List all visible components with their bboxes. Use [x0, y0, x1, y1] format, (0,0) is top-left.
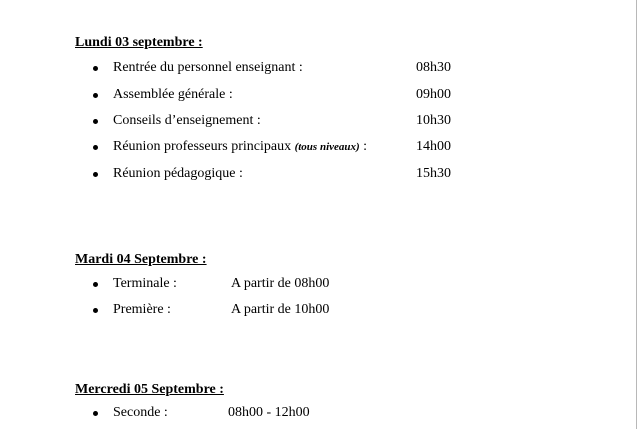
bullet-icon	[93, 172, 98, 177]
item-label: Seconde :	[113, 405, 168, 420]
item-label: Conseils d’enseignement :	[113, 113, 261, 128]
item-label: Assemblée générale :	[113, 87, 233, 102]
item-time: 08h30	[416, 60, 451, 75]
page-edge-divider	[636, 0, 637, 429]
bullet-icon	[93, 93, 98, 98]
bullet-icon	[93, 308, 98, 313]
item-time: A partir de 08h00	[231, 276, 330, 291]
item-label: Rentrée du personnel enseignant :	[113, 60, 303, 75]
section-title-lundi: Lundi 03 septembre :	[75, 35, 203, 50]
bullet-icon	[93, 145, 98, 150]
item-time: A partir de 10h00	[231, 302, 330, 317]
item-time: 10h30	[416, 113, 451, 128]
item-label: Terminale :	[113, 276, 177, 291]
item-time: 15h30	[416, 166, 451, 181]
item-label-colon: :	[359, 139, 368, 154]
bullet-icon	[93, 119, 98, 124]
bullet-icon	[93, 411, 98, 416]
item-label-note: (tous niveaux)	[294, 141, 360, 153]
section-title-mercredi: Mercredi 05 Septembre :	[75, 382, 224, 397]
bullet-icon	[93, 66, 98, 71]
item-time: 09h00	[416, 87, 451, 102]
item-label: Première :	[113, 302, 171, 317]
item-label	[113, 138, 367, 156]
item-label-main: Réunion professeurs principaux	[113, 139, 295, 154]
bullet-icon	[93, 282, 98, 287]
section-title-mardi: Mardi 04 Septembre :	[75, 252, 207, 267]
item-time: 14h00	[416, 139, 451, 154]
item-time: 08h00 - 12h00	[228, 405, 310, 420]
item-label: Réunion pédagogique :	[113, 166, 243, 181]
